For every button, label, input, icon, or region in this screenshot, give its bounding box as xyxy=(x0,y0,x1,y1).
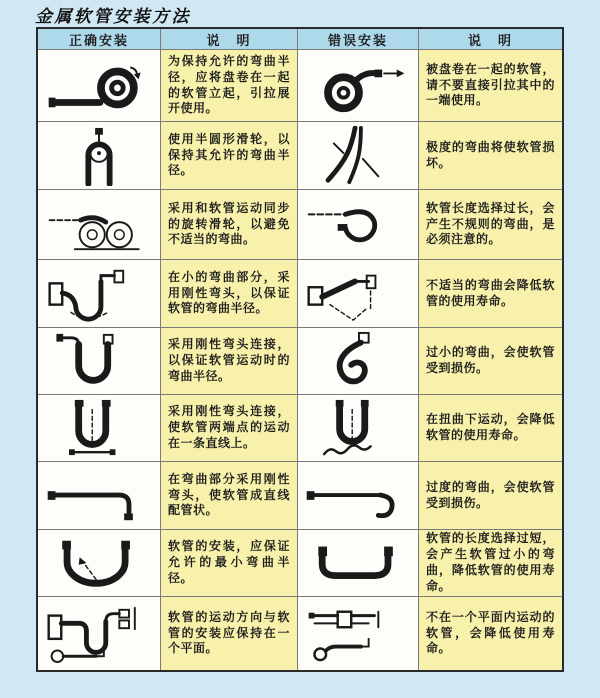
correct-note: 采用刚性弯头连接，以保证软管运动时的弯曲半径。 xyxy=(161,328,298,395)
correct-illustration-cell xyxy=(38,190,161,260)
wrong-note: 不在一个平面内运动的软管，会降低使用寿命。 xyxy=(419,597,562,670)
wrong-note: 被盘卷在一起的软管，请不要直接引拉其中的一端使用。 xyxy=(419,50,562,122)
planar-motion-trap-icon xyxy=(43,604,155,664)
correct-illustration-cell xyxy=(38,260,161,328)
page-title: 金属软管安装方法 xyxy=(35,7,191,27)
header-correct-note: 说 明 xyxy=(161,29,298,50)
wrong-illustration-cell xyxy=(298,122,419,190)
wrong-illustration-cell xyxy=(298,260,419,328)
overbent-end-icon xyxy=(302,466,414,526)
wrong-illustration-cell xyxy=(298,50,419,122)
wrong-note: 软管的长度选择过短，会产生软管过小的弯曲，降低软管的使用寿命。 xyxy=(419,530,562,597)
hose-installation-table xyxy=(36,27,564,672)
correct-illustration-cell xyxy=(38,328,161,395)
rigid-elbow-u-icon xyxy=(43,331,155,391)
correct-note: 软管的运动方向与软管的安装应保持在一个平面。 xyxy=(161,597,298,670)
correct-note: 为保持允许的弯曲半径，应将盘卷在一起的软管立起，引拉展开使用。 xyxy=(161,50,298,122)
wrong-note: 过度的弯曲，会使软管受到损伤。 xyxy=(419,462,562,530)
correct-illustration-cell xyxy=(38,530,161,597)
wrong-illustration-cell xyxy=(298,462,419,530)
minimum-radius-u-icon xyxy=(43,533,155,593)
correct-illustration-cell xyxy=(38,395,161,462)
wrong-note: 软管长度选择过长，会产生不规则的弯曲，是必须注意的。 xyxy=(419,190,562,260)
wrong-note: 极度的弯曲将使软管损坏。 xyxy=(419,122,562,190)
correct-note: 使用半圆形滑轮，以保持其允许的弯曲半径。 xyxy=(161,122,298,190)
straight-piping-elbow-icon xyxy=(43,466,155,526)
wrong-illustration-cell xyxy=(298,328,419,395)
overlong-loop-icon xyxy=(302,195,414,255)
extreme-bend-icon xyxy=(302,126,414,186)
wrong-illustration-cell xyxy=(298,395,419,462)
wrong-illustration-cell xyxy=(298,530,419,597)
correct-illustration-cell xyxy=(38,597,161,670)
header-correct-install: 正确安装 xyxy=(38,29,161,50)
too-short-u-icon xyxy=(302,533,414,593)
wrong-note: 过小的弯曲，会使软管受到损伤。 xyxy=(419,328,562,395)
wrong-note: 不适当的弯曲会降低软管的使用寿命。 xyxy=(419,260,562,328)
coiled-hose-pulled-icon xyxy=(302,56,414,116)
synchronized-pulleys-icon xyxy=(43,195,155,255)
correct-note: 采用和软管运动同步的旋转滑轮，以避免不适当的弯曲。 xyxy=(161,190,298,260)
coiled-hose-standing-icon xyxy=(43,56,155,116)
correct-illustration-cell xyxy=(38,462,161,530)
correct-note: 软管的安装，应保证允许的最小弯曲半径。 xyxy=(161,530,298,597)
correct-note: 采用刚性弯头连接，使软管两端点的运动在一条直线上。 xyxy=(161,395,298,462)
correct-illustration-cell xyxy=(38,122,161,190)
header-wrong-note: 说 明 xyxy=(419,29,562,50)
correct-illustration-cell xyxy=(38,50,161,122)
non-planar-motion-icon xyxy=(302,604,414,664)
wrong-illustration-cell xyxy=(298,597,419,670)
too-small-bend-icon xyxy=(302,331,414,391)
semicircular-pulley-icon xyxy=(43,126,155,186)
correct-note: 在小的弯曲部分，采用刚性弯头，以保证软管的弯曲半径。 xyxy=(161,260,298,328)
correct-note: 在弯曲部分采用刚性弯头，使软管成直线配管状。 xyxy=(161,462,298,530)
twisted-motion-icon xyxy=(302,398,414,458)
header-wrong-install: 错误安装 xyxy=(298,29,419,50)
wrong-illustration-cell xyxy=(298,190,419,260)
u-endpoints-straight-line-icon xyxy=(43,398,155,458)
wrong-note: 在扭曲下运动，会降低软管的使用寿命。 xyxy=(419,395,562,462)
improper-bend-icon xyxy=(302,264,414,324)
rigid-elbow-small-bend-icon xyxy=(43,264,155,324)
